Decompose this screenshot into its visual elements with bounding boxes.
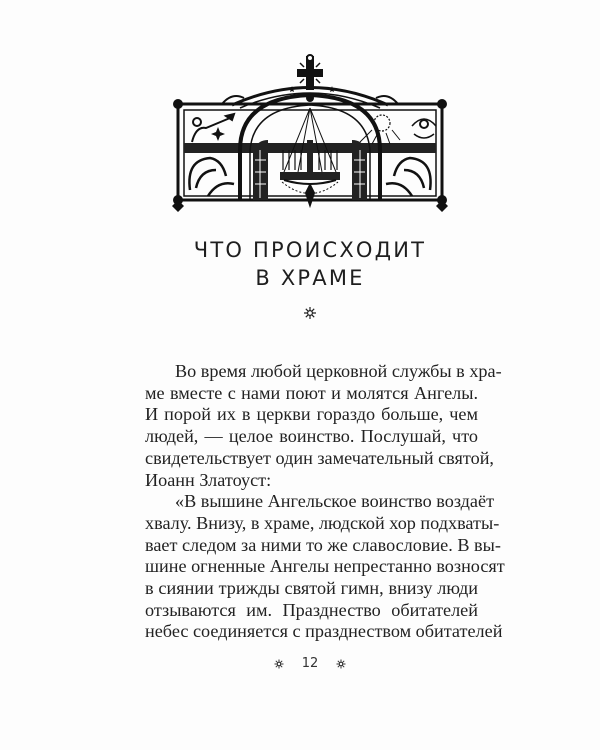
text-line: людей, — целое воинство. Послушай, что xyxy=(145,426,478,447)
text-line: ме вместе с нами поют и молятся Ангелы. xyxy=(145,382,478,403)
text-line: вает следом за ними то же славословие. В вы- xyxy=(145,534,501,555)
page-footer xyxy=(0,656,600,671)
text-line: небес соединяется с празднеством обитателей xyxy=(145,621,503,642)
small-star-icon xyxy=(336,659,346,669)
text-line: отзываются им. Празднество обитателей xyxy=(145,599,478,620)
text-line: хвалу. Внизу, в храме, людской хор подхваты- xyxy=(145,512,500,533)
text-line: «В вышине Ангельское воинство воздаёт xyxy=(175,491,495,512)
text-line: свидетельствует один замечательный святой, xyxy=(145,447,494,468)
text-line: Иоанн Златоуст: xyxy=(145,469,272,490)
page-number: 12 xyxy=(301,656,319,671)
text-line: в сиянии трижды святой гимн, внизу люди xyxy=(145,578,478,599)
body-text xyxy=(145,361,505,643)
eight-point-star-icon xyxy=(303,306,317,320)
text-line: шине огненные Ангелы непрестанно возносят xyxy=(145,556,505,577)
church-interior-headpiece-icon xyxy=(160,50,460,225)
chapter-title-line-2: В ХРАМЕ xyxy=(255,266,365,290)
text-line: Во время любой церковной службы в хра- xyxy=(175,361,502,381)
text-line: И порой их в церкви гораздо больше, чем xyxy=(145,404,478,425)
small-star-icon xyxy=(274,659,284,669)
chapter-title xyxy=(0,236,600,292)
chapter-title-line-1: ЧТО ПРОИСХОДИТ xyxy=(193,238,427,262)
